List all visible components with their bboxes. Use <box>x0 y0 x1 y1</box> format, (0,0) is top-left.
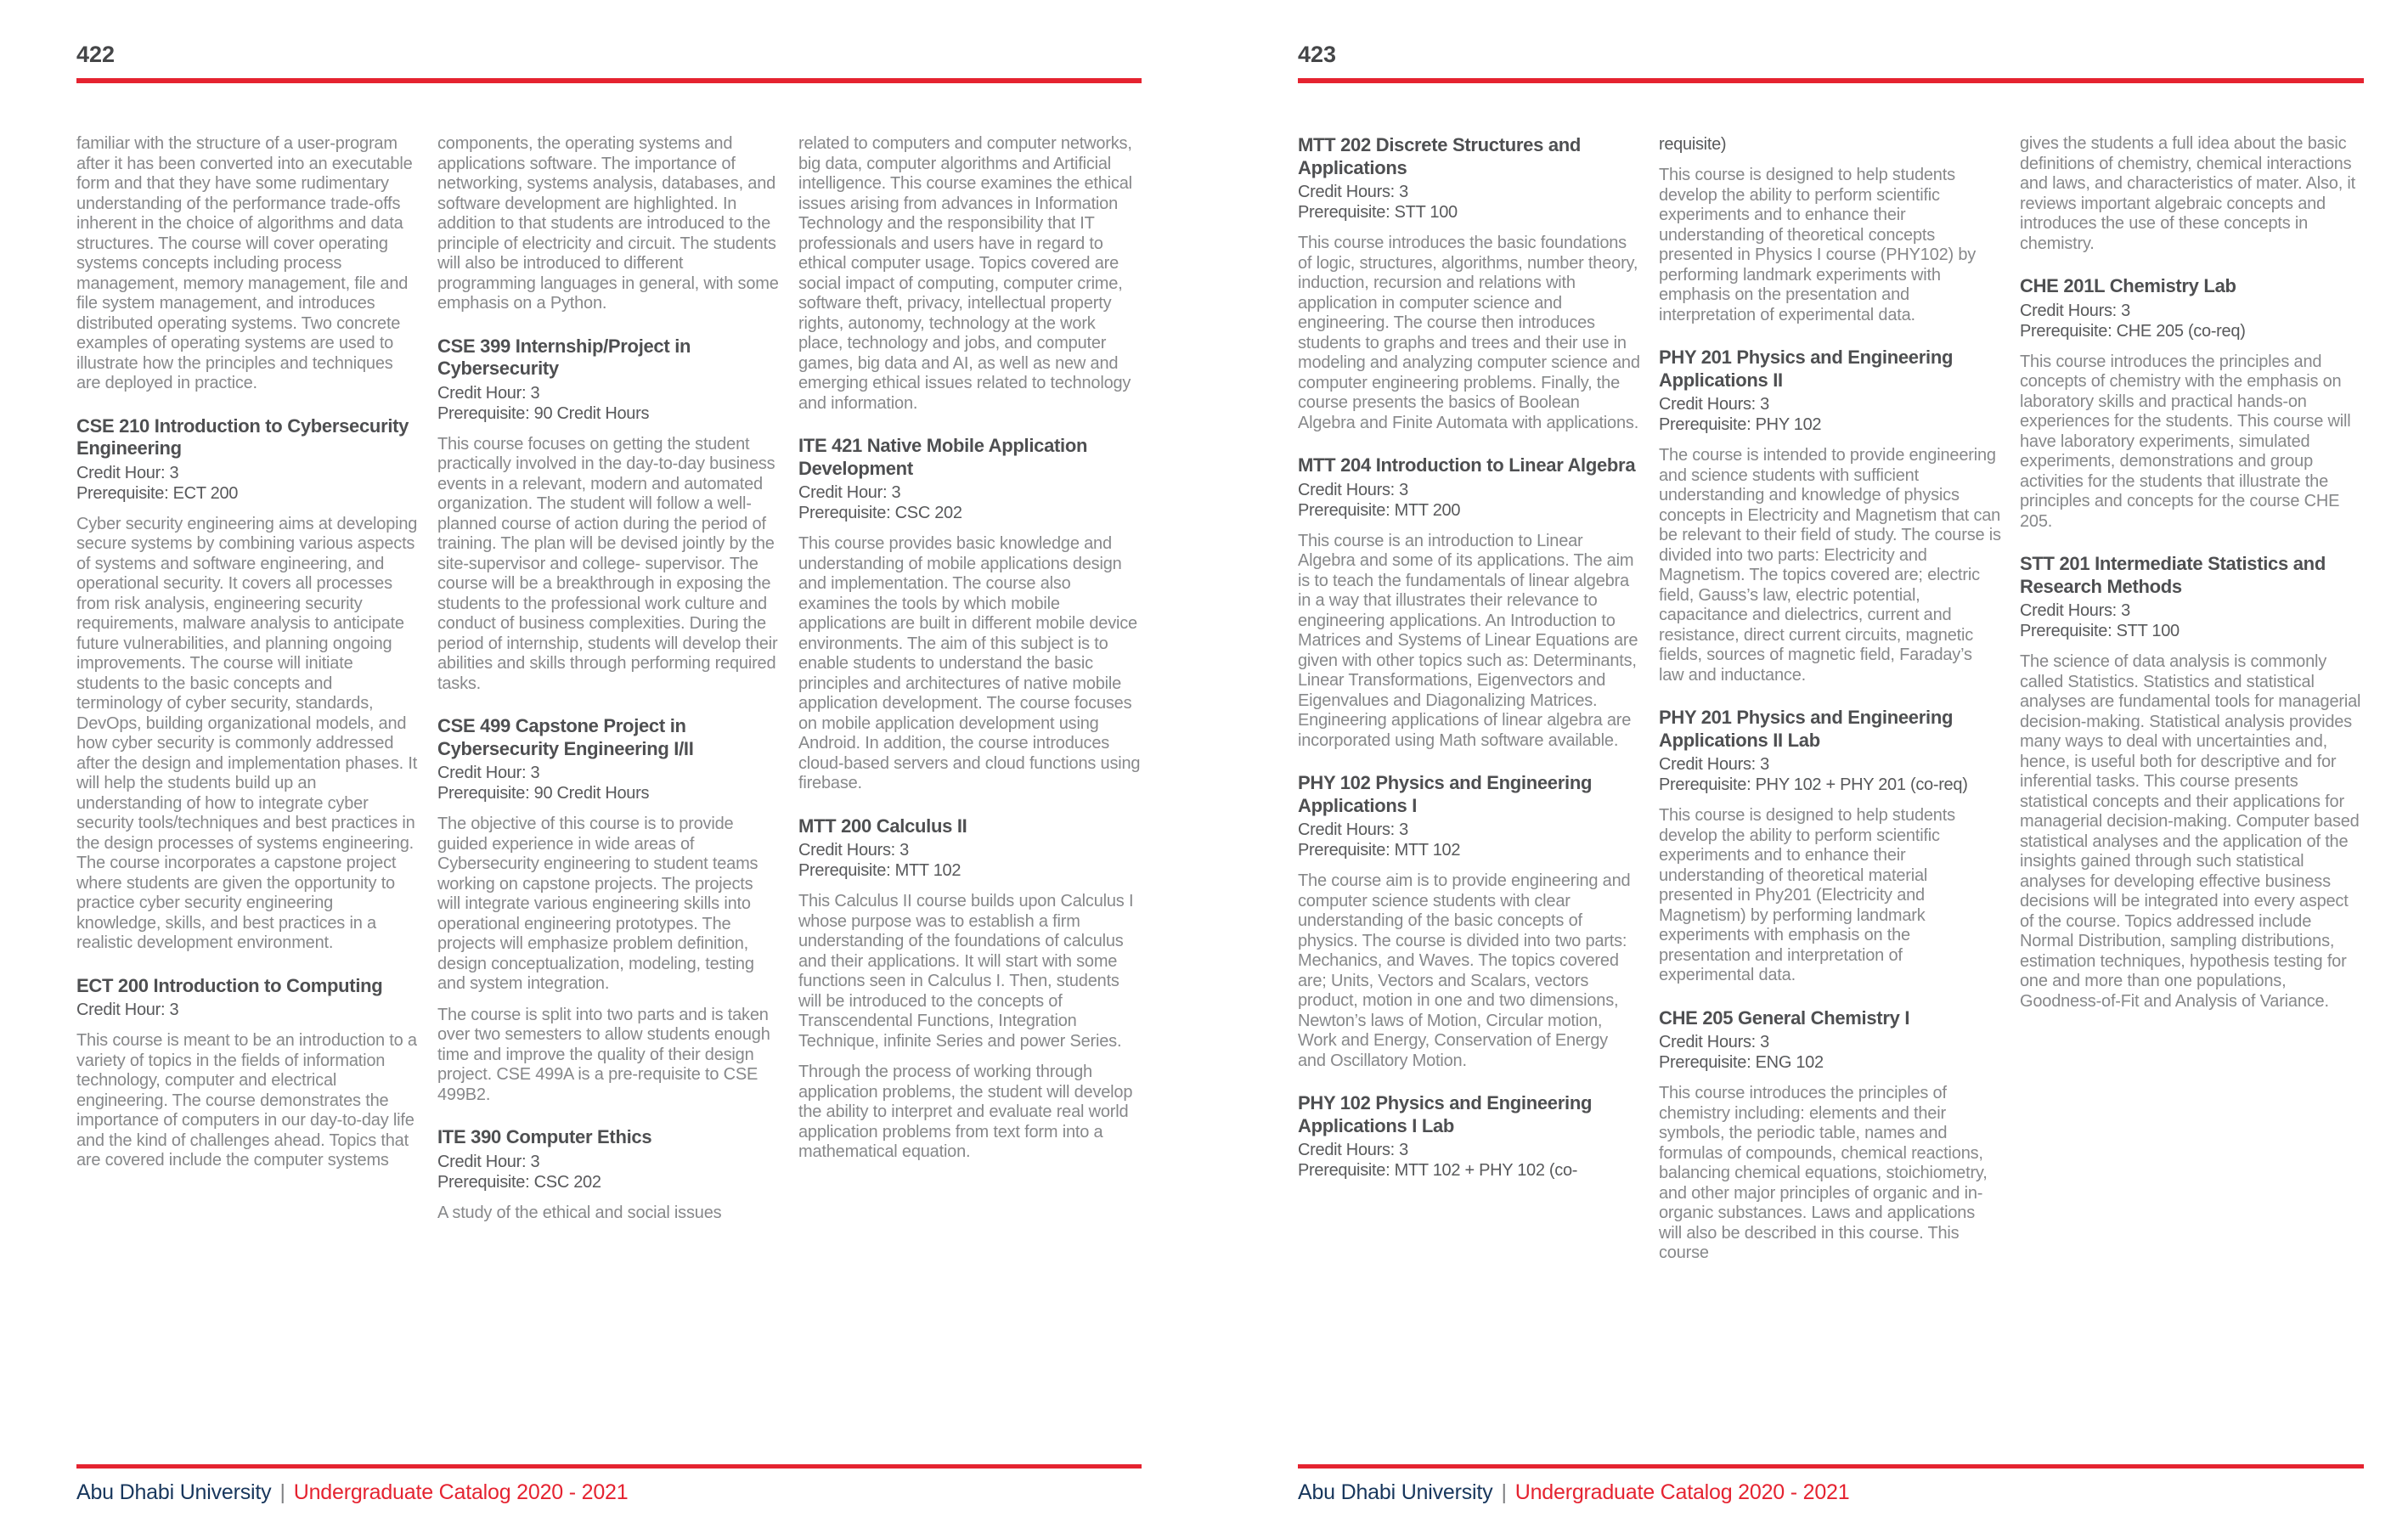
paragraph: This course is meant to be an introduction to a variety of topics in the fields of information technology, computer and electrical engineering. The course demonstrates the importance of computers in our day-to-day life and the kind of challenges ahead. Topics that are covered include the computer systems <box>76 1031 417 1170</box>
course-meta-line: Prerequisite: ECT 200 <box>76 483 239 503</box>
course-title: MTT 202 Discrete Structures and Applications <box>1298 134 1582 178</box>
header-rule <box>76 78 1142 83</box>
footer-rule <box>76 1464 1142 1469</box>
footer-catalog: Undergraduate Catalog 2020 - 2021 <box>293 1480 629 1504</box>
course-title: ITE 421 Native Mobile Application Development <box>798 435 1088 479</box>
course-meta-line: Credit Hours: 3 <box>1298 480 1408 499</box>
course-title: MTT 200 Calculus II <box>798 815 967 837</box>
course-meta-line: Credit Hours: 3 <box>2020 301 2130 320</box>
paragraph: A study of the ethical and social issues <box>437 1203 722 1222</box>
course-meta-line: Prerequisite: CSC 202 <box>437 1172 601 1192</box>
course-meta <box>1298 182 1640 223</box>
footer-university: Abu Dhabi University <box>1298 1480 1493 1504</box>
course-title: PHY 201 Physics and Engineering Applications II Lab <box>1659 707 1954 751</box>
course-meta <box>437 383 780 424</box>
paragraph: This course introduces the principles and concepts of chemistry with the emphasis on laboratory skills and practical hands-on experiences for the students. This course will have laboratory experiments, simulated experiments, demonstrations and group activities for the students that illustrate the principles and concepts for the course CHE 205. <box>2020 352 2351 531</box>
course-meta <box>1298 1140 1640 1181</box>
paragraph: This course focuses on getting the student practically involved in the day-to-day business events in a relevant, modern and automated organization. The student will follow a well-planned course of action during the period of training. The plan will be devised jointly by the site-supervisor and college- supervisor. The course will be a breakthrough in exposing the students to the professional work culture and conduct of business complexities. During the period of internship, students will develop their abilities and skills through performing required tasks. <box>437 434 778 693</box>
column <box>1659 134 2001 1275</box>
course-meta <box>2020 301 2362 341</box>
course-meta-line: Credit Hour: 3 <box>437 383 540 403</box>
page-423 <box>1204 0 2408 1539</box>
course-title: ITE 390 Computer Ethics <box>437 1126 652 1147</box>
course-meta <box>1659 394 2001 435</box>
course-meta-line: Prerequisite: PHY 102 <box>1659 415 1822 434</box>
paragraph: related to computers and computer networks, big data, computer algorithms and Artificial intelligence. This course examines the ethical issues arising from advances in Information Technology and the responsibility that IT professionals and users have in regard to ethical computer usage. Topics covered are social impact of computing, computer crime, software theft, privacy, intellectual property rights, autonomy, technology at the work place, technology and jobs, and computer games, big data and AI, as well as new and emerging ethical issues related to technology and information. <box>798 134 1132 413</box>
course-meta-line: Prerequisite: STT 100 <box>1298 203 1458 222</box>
course-meta-line: Prerequisite: 90 Credit Hours <box>437 403 650 423</box>
course-meta <box>2020 600 2362 641</box>
paragraph: Through the process of working through application problems, the student will develop the ability to interpret and evaluate real world application problems from text form into a mathematical equation. <box>798 1063 1133 1161</box>
course-meta-line: Credit Hours: 3 <box>798 841 909 860</box>
footer-separator: | <box>1501 1480 1507 1504</box>
paragraph: The objective of this course is to provide guided experience in wide areas of Cybersecurity engineering to student teams working on capstone projects. The projects will integrate various engineering skills into operational engineering prototypes. The projects will emphasize problem definition, design conceptualization, modeling, testing and system integration. <box>437 815 758 993</box>
column <box>798 134 1141 1174</box>
footer-text <box>76 1480 1142 1505</box>
paragraph: familiar with the structure of a user-program after it has been converted into an executable form and that they have some rudimentary understanding of the performance trade-offs inherent in the choice of algorithms and data structures. The course will cover operating systems concepts including process management, memory management, file and file system management, and introduces distributed operating systems. Two concrete examples of operating systems are used to illustrate how the principles and techniques are deployed in practice. <box>76 134 413 392</box>
footer-rule <box>1298 1464 2364 1469</box>
paragraph: This Calculus II course builds upon Calculus I whose purpose was to establish a firm understanding of the foundations of calculus and their applications. It will start with some functions seen in Calculus I. Then, students will be introduced to the concepts of Transcendental Functions, Integration Technique, infinite Series and power Series. <box>798 892 1134 1051</box>
page-footer <box>1298 1464 2364 1505</box>
paragraph: The course aim is to provide engineering and computer science students with clear understanding of the basic concepts of physics. The course is divided into two parts: Mechanics, and Waves. The topics covered are; Units, Vectors and Scalars, vectors product, motion in one and two dimensions, Newton’s laws of Motion, Circular motion, Work and Energy, Conservation of Energy and Oscillatory Motion. <box>1298 871 1631 1070</box>
course-meta-line: Credit Hours: 3 <box>1298 183 1408 201</box>
column <box>437 134 780 1234</box>
paragraph: This course introduces the basic foundations of logic, structures, algorithms, number theory, induction, recursion and relations with application in computer science and engineering. The course then introduces students to graphs and trees and their use in modeling and analyzing computer science and computer engineering problems. Finally, the course presents the basics of Boolean Algebra and Finite Automata with applications. <box>1298 234 1640 432</box>
course-meta <box>437 1152 780 1192</box>
paragraph: components, the operating systems and applications software. The importance of networking, systems analysis, databases, and software development are highlighted. In addition to that students are introduced to the principle of electricity and circuit. The students will also be introduced to different programming languages in general, with some emphasis on a Python. <box>437 134 779 313</box>
course-title: CSE 210 Introduction to Cybersecurity Engineering <box>76 414 409 459</box>
course-meta <box>437 763 780 803</box>
course-meta-line: Credit Hours: 3 <box>1659 1033 1769 1051</box>
course-meta <box>1298 820 1640 860</box>
course-meta-line: Prerequisite: MTT 102 <box>1298 841 1461 860</box>
header-rule <box>1298 78 2364 83</box>
column <box>1298 134 1640 1192</box>
course-meta-line: Prerequisite: PHY 102 + PHY 201 (co-req) <box>1659 775 1968 794</box>
course-title: CHE 205 General Chemistry I <box>1659 1006 1910 1029</box>
course-title: CHE 201L Chemistry Lab <box>2020 275 2236 296</box>
text-columns <box>76 134 1142 1234</box>
course-meta-line: Credit Hour: 3 <box>798 483 901 502</box>
course-meta-continuation: requisite) <box>1659 135 1727 154</box>
course-title: STT 201 Intermediate Statistics and Research Methods <box>2020 553 2326 597</box>
column <box>2020 134 2362 1023</box>
paragraph: gives the students a full idea about the basic definitions of chemistry, chemical interactions and laws, and characteristics of mater. Also, it reviews important algebraic concepts and introduces the use of these concepts in chemistry. <box>2020 134 2356 253</box>
paragraph: This course is designed to help students develop the ability to perform scientific experiments and to enhance their understanding of theoretical concepts presented in Physics I course (PHY102) by performing landmark experiments with emphasis on the presentation and interpretation of experimental data. <box>1659 166 1977 324</box>
course-meta-line: Prerequisite: CHE 205 (co-req) <box>2020 321 2246 341</box>
course-title: PHY 102 Physics and Engineering Applications I Lab <box>1298 1092 1593 1136</box>
course-meta-line: Credit Hour: 3 <box>437 764 540 782</box>
course-meta <box>1659 754 2001 795</box>
course-title: ECT 200 Introduction to Computing <box>76 974 383 996</box>
course-meta-line: Prerequisite: CSC 202 <box>798 504 962 522</box>
paragraph: This course introduces the principles of chemistry including: elements and their symbols, the periodic table, names and formulas of compounds, chemical reactions, balancing chemical equations, stoichiometry, and other major principles of organic and in-organic substances. Laws and applications will also be described in this course. This course <box>1659 1084 1988 1262</box>
course-title: PHY 102 Physics and Engineering Applications I <box>1298 772 1593 816</box>
paragraph: The science of data analysis is commonly called Statistics. Statistics and statistical analyses are fundamental tools for managerial decision-making. Statistical analysis provides many ways to deal with uncertainties and, hence, is useful both for descriptive and for inferential tasks. This course presents statistical concepts and their applications for managerial decision-making. Computer based statistical analyses and the application of the insights gained through such statistical analyses for developing effective business decisions will be integrated into every aspect of the course. Topics addressed include Normal Distribution, sampling distributions, estimation techniques, hypothesis testing for one and more than one populations, Goodness-of-Fit and Analysis of Variance. <box>2020 652 2361 1011</box>
paragraph: This course is designed to help students develop the ability to perform scientific experiments and to enhance their understanding of theoretical material presented in Phy201 (Electricity and Magnetism) by performing landmark experiments with emphasis on the presentation and interpretation of experimental data. <box>1659 806 1955 984</box>
course-meta <box>1659 1032 2001 1073</box>
paragraph: The course is intended to provide engineering and science students with sufficient understanding and knowledge of physics concepts in Electricity and Magnetism that can be relevant to their field of study. The course is divided into two parts: Electricity and Magnetism. The topics covered are; electric field, Gauss’s law, electric potential, capacitance and dielectrics, current and resistance, direct current circuits, magnetic fields, sources of magnetic field, Faraday’s law and inductance. <box>1659 446 2001 685</box>
footer-separator: | <box>279 1480 285 1504</box>
course-meta-line: Credit Hours: 3 <box>2020 601 2130 620</box>
paragraph: The course is split into two parts and is taken over two semesters to allow students enough time and improve the quality of their design project. CSE 499A is a pre-requisite to CSE 499B2. <box>437 1005 770 1104</box>
course-meta <box>798 482 1141 523</box>
course-title: CSE 399 Internship/Project in Cybersecurity <box>437 335 691 379</box>
course-title: PHY 201 Physics and Engineering Applications II <box>1659 347 1954 391</box>
page-number: 423 <box>1298 42 1337 67</box>
paragraph: Cyber security engineering aims at developing secure systems by combining various aspects of systems and software engineering, and operational security. It covers all processes from risk analysis, engineering security requirements, malware analysis to anticipate future vulnerabilities, and planning ongoing improvements. The course will initiate students to the basic concepts and terminology of cyber security, standards, DevOps, building organizational models, and how cyber security is commonly addressed after the design and implementation phases. It will help the students build up an understanding of how to integrate cyber security tools/techniques and best practices in the design processes of systems engineering. The course incorporates a capstone project where students are given the opportunity to practice cyber security engineering knowledge, skills, and best practices in a realistic development environment. <box>76 514 418 952</box>
course-meta-line: Credit Hours: 3 <box>1298 1141 1408 1159</box>
column <box>76 134 419 1182</box>
course-meta-line: Prerequisite: 90 Credit Hours <box>437 784 650 803</box>
text-columns <box>1298 134 2364 1275</box>
course-meta <box>798 840 1141 881</box>
course-title: MTT 204 Introduction to Linear Algebra <box>1298 454 1636 476</box>
page-number: 422 <box>76 42 116 67</box>
course-meta-line: Credit Hours: 3 <box>1659 755 1769 774</box>
page-footer <box>76 1464 1142 1505</box>
course-meta-line: Credit Hours: 3 <box>1659 395 1769 414</box>
course-meta <box>1298 480 1640 521</box>
course-meta-line: Prerequisite: MTT 102 + PHY 102 (co- <box>1298 1161 1578 1180</box>
course-meta-line: Credit Hour: 3 <box>437 1152 540 1171</box>
course-meta-line: Prerequisite: STT 100 <box>2020 622 2180 640</box>
course-meta-line: Credit Hour: 3 <box>76 1001 179 1019</box>
course-meta-line: Prerequisite: ENG 102 <box>1659 1053 1824 1072</box>
course-meta-line: Prerequisite: MTT 102 <box>798 861 962 880</box>
course-meta-line: Credit Hours: 3 <box>1298 820 1408 839</box>
course-title: CSE 499 Capstone Project in Cybersecurity Engineering I/II <box>437 715 694 759</box>
course-meta <box>76 1000 419 1020</box>
course-meta <box>76 463 419 504</box>
footer-text <box>1298 1480 2364 1505</box>
footer-university: Abu Dhabi University <box>76 1480 272 1504</box>
paragraph: This course is an introduction to Linear Algebra and some of its applications. The aim is to teach the fundamentals of linear algebra in a way that illustrates their relevance to engineering applications. An Introduction to Matrices and Systems of Linear Equations are given with other topics such as: Determinants, Linear Transformations, Eigenvectors and Eigenvalues and Diagonalizing Matrices. Engineering applications of linear algebra are incorporated using Math software available. <box>1298 531 1638 750</box>
course-meta-line: Credit Hour: 3 <box>76 463 179 482</box>
paragraph: This course provides basic knowledge and understanding of mobile applications design and implementation. The course also examines the tools by which mobile applications are built in different mobile device environments. The aim of this subject is to enable students to understand the basic principles and architectures of native mobile application development. The course focuses on mobile application development using Android. In addition, the course introduces cloud-based servers and cloud functions using firebase. <box>798 534 1141 792</box>
footer-catalog: Undergraduate Catalog 2020 - 2021 <box>1514 1480 1850 1504</box>
course-meta-line: Prerequisite: MTT 200 <box>1298 500 1461 520</box>
